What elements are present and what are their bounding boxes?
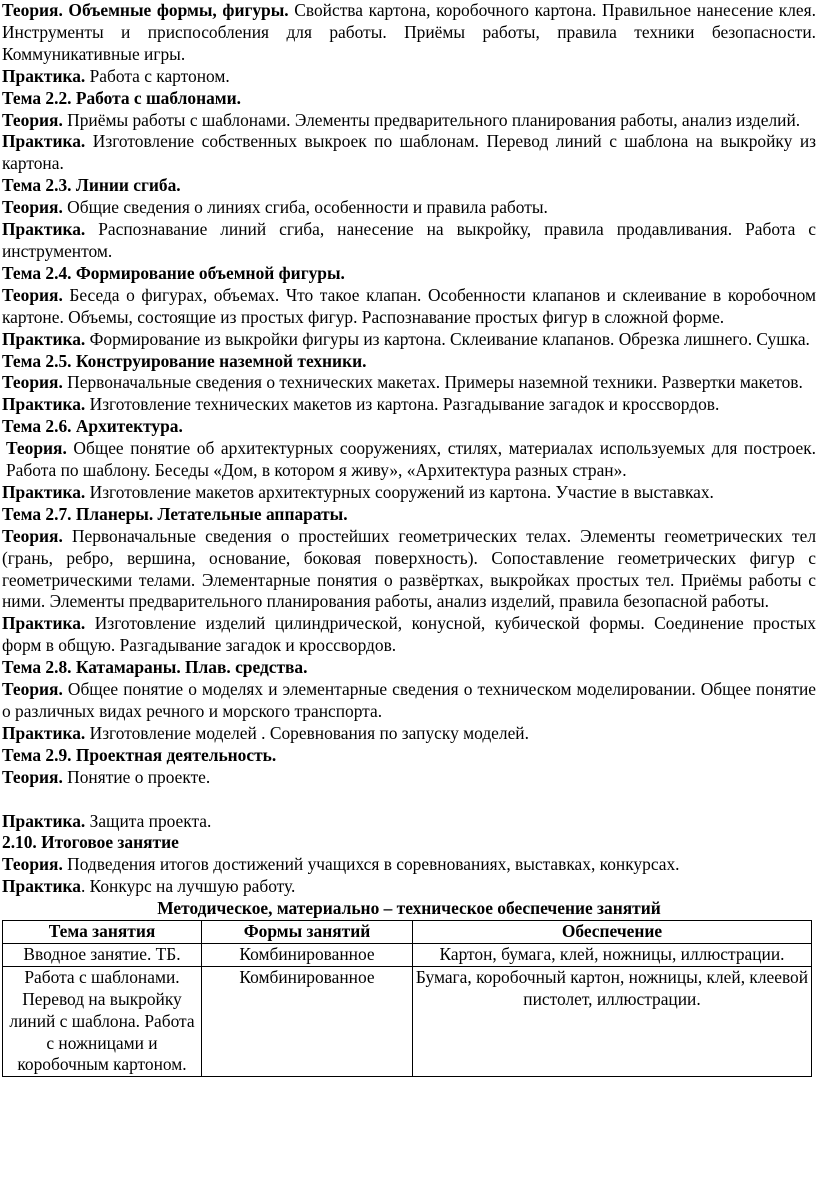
theory-label: Теория. xyxy=(6,438,67,459)
topic-theory xyxy=(2,438,816,482)
theory-label: Теория. xyxy=(2,197,63,218)
theory-text: Понятие о проекте. xyxy=(62,766,211,787)
topic-theory xyxy=(2,767,816,789)
theory-text: Приёмы работы с шаблонами. Элементы предварительного планирования работы, анализ изделий. xyxy=(62,109,801,130)
theory-text: Свойства картона, коробочного картона. Правильное нанесение клея. Инструменты и приспособления для работы. Приёмы работы, правила техники безопасности. Коммуникативные игры. xyxy=(2,0,816,64)
topic-theory xyxy=(2,372,816,394)
practice-label: Практика. xyxy=(2,722,86,743)
practice-text: Работа с картоном. xyxy=(85,65,230,86)
practice-label: Практика. xyxy=(2,328,86,349)
topic-theory xyxy=(2,854,816,876)
practice-text: Изготовление технических макетов из картона. Разгадывание загадок и кроссвордов. xyxy=(85,394,720,415)
theory-label: Теория. xyxy=(2,854,63,875)
table-cell: Комбинированное xyxy=(202,943,413,966)
column-header: Тема занятия xyxy=(3,921,202,944)
practice-label: Практика xyxy=(2,876,81,897)
topic-theory xyxy=(2,285,816,329)
table-cell: Картон, бумага, клей, ножницы, иллюстрации. xyxy=(413,943,812,966)
theory-label: Теория. Объемные формы, фигуры. xyxy=(2,0,289,20)
topic-heading: Тема 2.3. Линии сгиба. xyxy=(2,175,181,196)
topic-practice xyxy=(2,811,816,833)
topic-theory xyxy=(2,679,816,723)
table-cell: Работа с шаблонами. Перевод на выкройку линий с шаблона. Работа с ножницами и коробочным картоном. xyxy=(3,966,202,1077)
topic-practice xyxy=(2,329,816,351)
theory-text: Общие сведения о линиях сгиба, особенности и правила работы. xyxy=(62,197,548,218)
practice-label: Практика. xyxy=(2,131,86,152)
topic-theory xyxy=(2,110,816,132)
theory-label: Теория. xyxy=(2,679,63,700)
intro-theory xyxy=(2,0,816,66)
column-header: Формы занятий xyxy=(202,921,413,944)
theory-text: Общее понятие о моделях и элементарные сведения о техническом моделировании. Общее понятие о различных видах речного и морского транспорта. xyxy=(2,679,816,721)
practice-text: Изготовление моделей . Соревнования по запуску моделей. xyxy=(85,722,529,743)
document-page xyxy=(2,0,816,1077)
practice-text: Распознавание линий сгиба, нанесение на выкройку, правила продавливания. Работа с инструментом. xyxy=(2,219,816,261)
theory-text: Первоначальные сведения о технических макетах. Примеры наземной техники. Развертки макетов. xyxy=(62,372,803,393)
intro-practice xyxy=(2,66,816,88)
practice-text: Формирование из выкройки фигуры из картона. Склеивание клапанов. Обрезка лишнего. Сушка. xyxy=(85,328,810,349)
theory-text: Общее понятие об архитектурных сооружениях, стилях, материалах используемых для построек. Работа по шаблону. Беседы «Дом, в котором я живу», «Архитектура разных стран». xyxy=(6,438,816,481)
practice-text: . Конкурс на лучшую работу. xyxy=(80,876,296,897)
column-header: Обеспечение xyxy=(413,921,812,944)
table-row xyxy=(3,943,812,966)
theory-label: Теория. xyxy=(2,525,63,546)
topic-heading: Тема 2.7. Планеры. Летательные аппараты. xyxy=(2,503,348,524)
practice-label: Практика. xyxy=(2,394,86,415)
topic-heading: 2.10. Итоговое занятие xyxy=(2,832,179,853)
topic-heading: Тема 2.5. Конструирование наземной техники. xyxy=(2,350,367,371)
table-cell: Бумага, коробочный картон, ножницы, клей, клеевой пистолет, иллюстрации. xyxy=(413,966,812,1077)
topic-heading: Тема 2.2. Работа с шаблонами. xyxy=(2,87,241,108)
practice-text: Изготовление изделий цилиндрической, конусной, кубической формы. Соединение простых форм в общую. Разгадывание загадок и кроссвордов. xyxy=(2,613,816,656)
theory-label: Теория. xyxy=(2,284,63,305)
practice-text: Изготовление собственных выкроек по шаблонам. Перевод линий с шаблона на выкройку из картона. xyxy=(2,131,816,174)
topic-practice xyxy=(2,723,816,745)
topic-practice xyxy=(2,131,816,175)
theory-label: Теория. xyxy=(2,109,63,130)
practice-label: Практика. xyxy=(2,65,86,86)
topic-practice xyxy=(2,394,816,416)
table-header-row xyxy=(3,921,812,944)
topic-heading: Тема 2.9. Проектная деятельность. xyxy=(2,744,277,765)
theory-text: Беседа о фигурах, объемах. Что такое клапан. Особенности клапанов и склеивание в коробочном картоне. Объемы, состоящие из простых фигур. Распознавание простых фигур в сложной форме. xyxy=(2,284,816,327)
topic-theory xyxy=(2,526,816,614)
theory-text: Первоначальные сведения о простейших геометрических телах. Элементы геометрических тел (грань, ребро, вершина, основание, боковая поверхность). Сопоставление геометрических фигур с геометрическими телами. Элементарные понятия о развёртках, выкройках простых тел. Приёмы работы с ними. Элементы предварительного планирования работы, анализ изделий, правила безопасной работы. xyxy=(2,525,816,612)
practice-text: Защита проекта. xyxy=(85,810,212,831)
topic-heading: Тема 2.4. Формирование объемной фигуры. xyxy=(2,262,345,283)
practice-text: Изготовление макетов архитектурных сооружений из картона. Участие в выставках. xyxy=(85,481,714,502)
blank-line xyxy=(2,789,816,811)
theory-text: Подведения итогов достижений учащихся в соревнованиях, выставках, конкурсах. xyxy=(62,854,680,875)
practice-label: Практика. xyxy=(2,810,86,831)
table-cell: Комбинированное xyxy=(202,966,413,1077)
topic-theory xyxy=(2,197,816,219)
topic-practice xyxy=(2,613,816,657)
theory-label: Теория. xyxy=(2,372,63,393)
theory-label: Теория. xyxy=(2,766,63,787)
resources-table xyxy=(2,920,812,1077)
topic-practice xyxy=(2,219,816,263)
practice-label: Практика. xyxy=(2,219,86,240)
practice-label: Практика. xyxy=(2,481,86,502)
topic-practice xyxy=(2,482,816,504)
table-title: Методическое, материально – техническое обеспечение занятий xyxy=(157,898,661,919)
topic-practice xyxy=(2,876,816,898)
topic-heading: Тема 2.8. Катамараны. Плав. средства. xyxy=(2,657,308,678)
practice-label: Практика. xyxy=(2,613,86,634)
table-cell: Вводное занятие. ТБ. xyxy=(3,943,202,966)
topic-heading: Тема 2.6. Архитектура. xyxy=(2,416,183,437)
table-row xyxy=(3,966,812,1077)
